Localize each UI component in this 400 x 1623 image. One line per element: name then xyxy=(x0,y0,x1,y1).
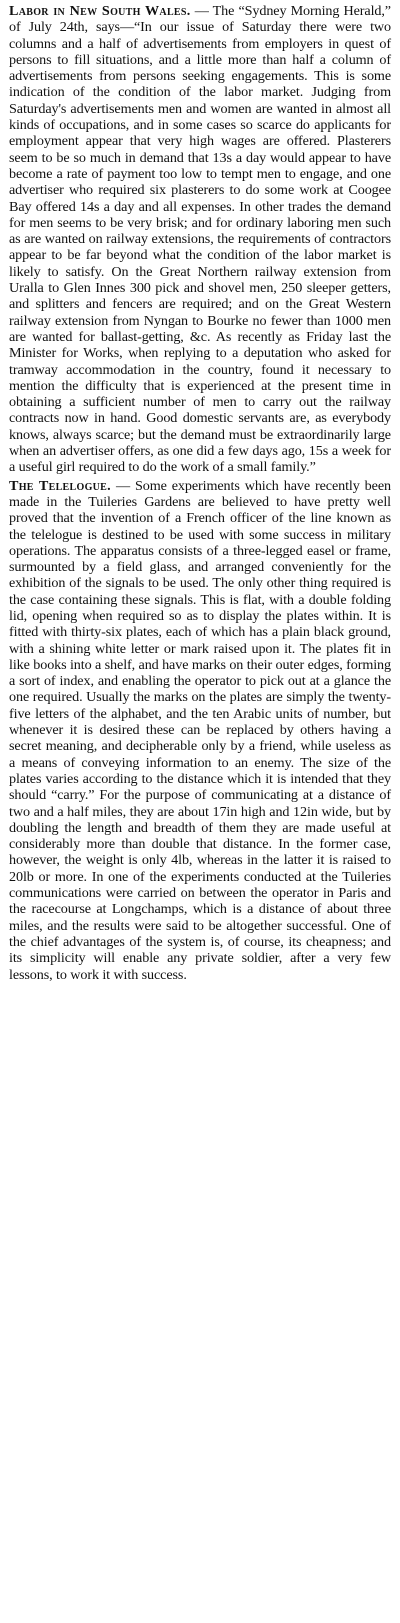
article-heading: Labor in New South Wales. xyxy=(9,3,191,19)
article-telelogue xyxy=(9,478,391,983)
article-body: — Some experiments which have recently been made in the Tuileries Gardens are believed to have pretty well proved that the invention of a French officer of the line known as the telelogue is destined to be used with some success in military operations. The apparatus consists of a three-legged easel or frame, surmounted by a field glass, and arranged conveniently for the exhibition of the signals to be used. The only other thing required is the case containing these signals. This is flat, with a double folding lid, opening when required so as to display the plates within. It is fitted with thirty-six plates, each of which has a plain black ground, with a shining white letter or mark raised upon it. The plates fit in like books into a shelf, and have marks on their outer edges, forming a sort of index, and enabling the operator to pick out at a glance the one required. Usually the marks on the plates are simply the twenty-five letters of the alphabet, and the ten Arabic units of number, but whenever it is desired these can be replaced by others having a secret meaning, and decipherable only by a friend, while useless as a means of conveying information to an enemy. The size of the plates varies according to the distance which it is intended that they should “carry.” For the purpose of communicating at a distance of two and a half miles, they are about 17in high and 12in wide, but by doubling the length and breadth of them they are made useful at considerably more than double that distance. In the former case, however, the weight is only 4lb, whereas in the latter it is raised to 20lb or more. In one of the experiments conducted at the Tuileries communications were carried on between the operator in Paris and the racecourse at Longchamps, which is a distance of about three miles, and the results were said to be altogether successful. One of the chief advantages of the system is, of course, its cheapness; and its simplicity will enable any private soldier, after a very few lessons, to work it with success. xyxy=(9,477,391,983)
article-heading: The Telelogue. xyxy=(9,477,111,494)
article-labor-nsw xyxy=(9,3,391,476)
article-body: — The “Sydney Morning Herald,” of July 24th, says—“In our issue of Saturday there were two columns and a half of advertisements from employers in quest of persons to fill situations, and a little more than half a column of advertisements from persons seeking engagements. This is some indication of the condition of the labor market. Judging from Saturday's advertisements men and women are wanted in almost all kinds of occupations, and in some cases so scarce do applicants for employment appear that very high wages are offered. Plasterers seem to be so much in demand that 13s a day would appear to have become a rate of payment too low to tempt men to engage, and one advertiser who required six plasterers to do some work at Coogee Bay offered 14s a day and all expenses. In other trades the demand for men seems to be very brisk; and for ordinary laboring men such as are wanted on railway extensions, the requirements of contractors appear to be far beyond what the condition of the labor market is likely to satisfy. On the Great Northern railway extension from Uralla to Glen Innes 300 pick and shovel men, 250 sleeper getters, and splitters and fencers are required; and on the Great Western railway extension from Nyngan to Bourke no fewer than 1000 men are wanted for ballast-getting, &c. As recently as Friday last the Minister for Works, when replying to a deputation who asked for tramway accommodation in the country, found it necessary to mention the difficulty that is experienced at the present time in obtaining a sufficient number of men to carry out the railway contracts now in hand. Good domestic servants are, as everybody knows, always scarce; but the demand must be extraordinarily large when an advertiser offers, as one did a few days ago, 15s a week for a useful girl required to do the work of a small family.” xyxy=(9,3,391,476)
